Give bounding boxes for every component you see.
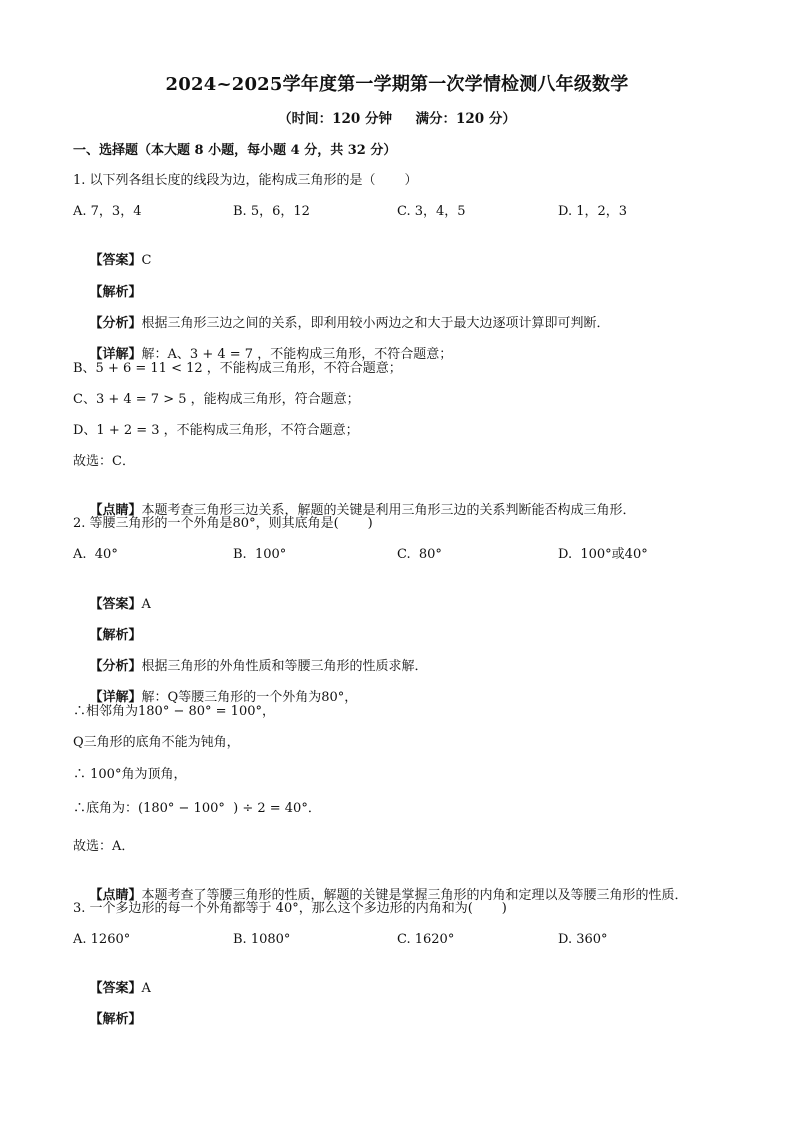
detail-line: 故选：C． xyxy=(73,454,135,469)
analysis-tag: 【解析】 xyxy=(89,628,142,643)
dianjing-text: 本题考查了等腰三角形的性质，解题的关键是掌握三角形的内角和定理以及等腰三角形的性质． xyxy=(141,888,688,903)
question-1-stem: 1. 以下列各组长度的线段为边，能构成三角形的是（ ） xyxy=(73,173,418,188)
xiangjie-tag: 【详解】 xyxy=(89,690,142,705)
question-3-option-b: B. 1080° xyxy=(233,932,291,947)
answer-tag: 【答案】 xyxy=(89,253,142,268)
answer-tag: 【答案】 xyxy=(89,597,142,612)
answer-value: A xyxy=(141,981,151,996)
detail-line: 解：Q等腰三角形的一个外角为80°， xyxy=(141,690,358,705)
answer-value: C xyxy=(141,253,152,268)
xiangjie-tag: 【详解】 xyxy=(89,347,142,362)
question-3-option-d: D. 360° xyxy=(558,932,608,947)
question-1-option-c: C. 3，4，5 xyxy=(397,204,466,219)
detail-line: ∴ 100°角为顶角， xyxy=(73,767,187,782)
analysis-tag: 【解析】 xyxy=(89,1012,142,1027)
detail-line: B、5 + 6 = 11 < 12 ，不能构成三角形，不符合题意； xyxy=(73,361,402,376)
question-2-option-d: D. 100°或40° xyxy=(558,547,648,562)
question-2-stem: 2. 等腰三角形的一个外角是80°，则其底角是( ) xyxy=(73,516,373,531)
detail-line: ∴相邻角为180° − 80° = 100°， xyxy=(73,704,275,719)
detail-line: ∴底角为：(180° − 100° ) ÷ 2 = 40°． xyxy=(73,801,321,816)
question-2-option-c: C. 80° xyxy=(397,547,442,562)
fenxi-tag: 【分析】 xyxy=(89,316,142,331)
detail-line: C、3 + 4 = 7 > 5 ，能构成三角形，符合题意； xyxy=(73,392,360,407)
detail-line: D、1 + 2 = 3 ，不能构成三角形，不符合题意； xyxy=(73,423,359,438)
question-1-option-d: D. 1，2，3 xyxy=(558,204,628,219)
fenxi-tag: 【分析】 xyxy=(89,659,142,674)
dianjing-text: 本题考查三角形三边关系，解题的关键是利用三角形三边的关系判断能否构成三角形． xyxy=(141,503,636,518)
question-2-option-b: B. 100° xyxy=(233,547,287,562)
answer-value: A xyxy=(141,597,151,612)
question-3-stem: 3. 一个多边形的每一个外角都等于 40°，那么这个多边形的内角和为( ) xyxy=(73,901,507,916)
dianjing-tag: 【点睛】 xyxy=(89,503,142,518)
question-3-option-a: A. 1260° xyxy=(73,932,131,947)
section-heading: 一、选择题（本大题 8 小题，每小题 4 分，共 32 分） xyxy=(73,143,397,158)
dianjing-tag: 【点睛】 xyxy=(89,888,142,903)
detail-line: 解：A、3 + 4 = 7 ，不能构成三角形，不符合题意； xyxy=(141,347,453,362)
detail-line: 故选：A． xyxy=(73,839,135,854)
question-1-option-b: B. 5，6，12 xyxy=(233,204,310,219)
exam-subtitle: （时间：120 分钟 满分：120 分） xyxy=(278,111,516,127)
fenxi-text: 根据三角形三边之间的关系，即利用较小两边之和大于最大边逐项计算即可判断． xyxy=(141,316,610,331)
question-3-analysis xyxy=(73,993,142,1047)
answer-tag: 【答案】 xyxy=(89,981,142,996)
detail-line: Q三角形的底角不能为钝角， xyxy=(73,735,240,750)
exam-title: 2024~2025学年度第一学期第一次学情检测八年级数学 xyxy=(165,74,629,95)
question-1-option-a: A. 7，3，4 xyxy=(73,204,142,219)
fenxi-text: 根据三角形的外角性质和等腰三角形的性质求解． xyxy=(141,659,428,674)
analysis-tag: 【解析】 xyxy=(89,285,142,300)
question-3-option-c: C. 1620° xyxy=(397,932,455,947)
question-2-option-a: A. 40° xyxy=(73,547,118,562)
